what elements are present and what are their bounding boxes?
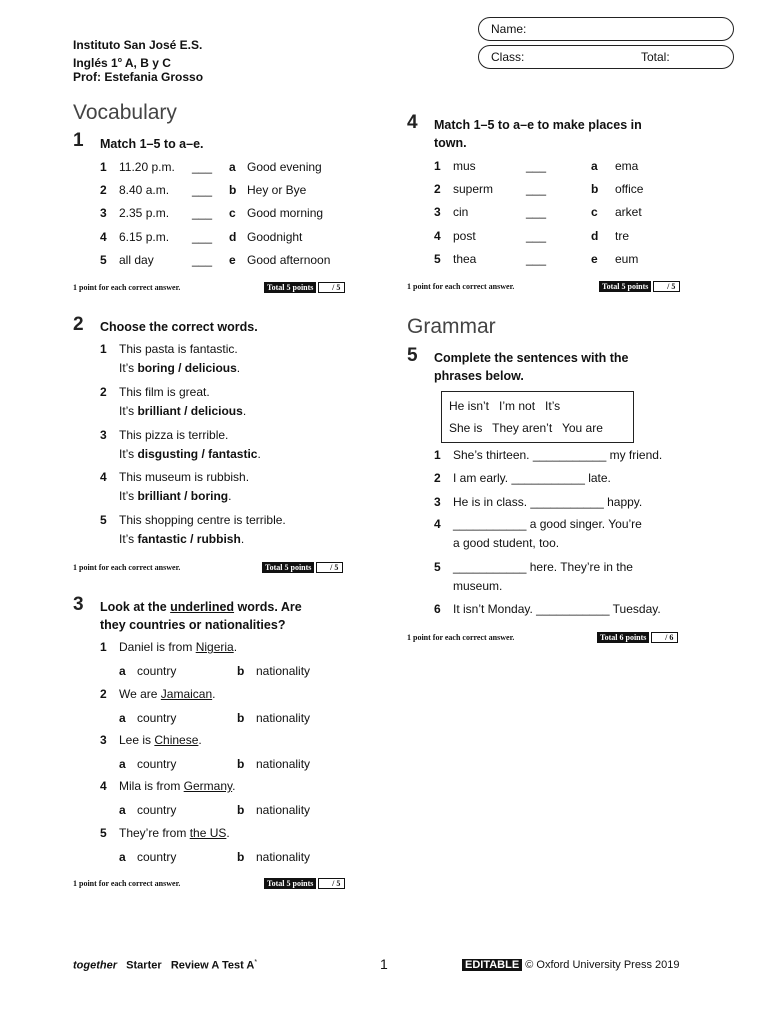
footer-level: Starter bbox=[126, 959, 162, 972]
sentence-prefix: Mila is from bbox=[119, 779, 184, 793]
exercise-5-score-box[interactable]: / 6 bbox=[651, 632, 678, 643]
time-text: all day bbox=[119, 253, 154, 267]
answer-blank[interactable]: ___ bbox=[526, 252, 547, 266]
greeting-text: Good morning bbox=[247, 206, 324, 220]
item-number: 3 bbox=[434, 495, 441, 509]
item-sentence: This shopping centre is terrible. bbox=[119, 513, 286, 527]
answer-blank[interactable]: ___ bbox=[192, 160, 213, 174]
teacher-name: Prof: Estefania Grosso bbox=[73, 70, 204, 84]
class-total-field[interactable] bbox=[478, 45, 734, 69]
option-nationality[interactable]: nationality bbox=[256, 803, 311, 817]
phrase-box-line2: She is They aren’t You are bbox=[449, 421, 603, 435]
sentence-prefix: They’re from bbox=[119, 826, 190, 840]
match-row bbox=[100, 253, 360, 269]
item-number: 2 bbox=[434, 471, 441, 485]
item-number: 1 bbox=[434, 159, 441, 173]
classify-item bbox=[100, 826, 360, 866]
footer-left bbox=[73, 959, 257, 972]
exercise-5-instruction-line1: Complete the sentences with the bbox=[434, 351, 629, 365]
answer-blank[interactable]: ___ bbox=[192, 253, 213, 267]
word-end: eum bbox=[615, 252, 639, 266]
exercise-5-instruction-line2: phrases below. bbox=[434, 369, 524, 383]
item-number: 4 bbox=[434, 517, 441, 531]
item-sentence: This pasta is fantastic. bbox=[119, 342, 238, 356]
total-label: Total: bbox=[641, 50, 670, 64]
classify-item bbox=[100, 779, 360, 819]
answer-blank[interactable]: ___ bbox=[192, 230, 213, 244]
item-number: 5 bbox=[100, 513, 107, 527]
option-a-letter: a bbox=[119, 757, 126, 771]
exercise-4-instruction-line1: Match 1–5 to a–e to make places in bbox=[434, 118, 642, 132]
option-nationality[interactable]: nationality bbox=[256, 711, 311, 725]
vocabulary-title: Vocabulary bbox=[73, 101, 177, 124]
option-letter: c bbox=[229, 206, 236, 220]
word-end: office bbox=[615, 182, 644, 196]
item-number: 5 bbox=[434, 560, 441, 574]
exercise-4-total-label: Total 5 points bbox=[599, 281, 651, 292]
item-number: 6 bbox=[434, 602, 441, 616]
exercise-5-total bbox=[597, 632, 678, 643]
item-number: 4 bbox=[100, 470, 107, 484]
time-text: 6.15 p.m. bbox=[119, 230, 170, 244]
classify-item bbox=[100, 733, 360, 773]
underlined-word: Nigeria bbox=[195, 640, 234, 654]
sentence-line2: museum. bbox=[453, 579, 503, 593]
editable-badge: EDITABLE bbox=[462, 959, 522, 971]
match-row bbox=[434, 182, 694, 198]
option-letter: a bbox=[591, 159, 598, 173]
option-nationality[interactable]: nationality bbox=[256, 850, 311, 864]
exercise-2-score-box[interactable]: / 5 bbox=[316, 562, 343, 573]
course-suffix: A, B y C bbox=[124, 56, 171, 70]
exercise-3-points-note: 1 point for each correct answer. bbox=[73, 879, 181, 888]
exercise-5-number: 5 bbox=[407, 345, 418, 366]
word-choice[interactable]: brilliant / boring bbox=[137, 489, 229, 503]
sentence-line1[interactable]: I am early. ___________ late. bbox=[453, 471, 611, 485]
word-choice[interactable]: boring / delicious bbox=[137, 361, 237, 375]
classify-item bbox=[100, 687, 360, 727]
footer-copyright: © Oxford University Press 2019 bbox=[525, 959, 680, 971]
choice-item bbox=[100, 342, 360, 380]
choice-prefix: It’s bbox=[119, 532, 138, 546]
item-number: 1 bbox=[100, 342, 107, 356]
exercise-3-total-label: Total 5 points bbox=[264, 878, 316, 889]
option-letter: d bbox=[591, 229, 599, 243]
grammar-title: Grammar bbox=[407, 315, 496, 338]
choice-item bbox=[100, 428, 360, 466]
exercise-3-score-box[interactable]: / 5 bbox=[318, 878, 345, 889]
option-b-letter: b bbox=[237, 850, 245, 864]
option-letter: d bbox=[229, 230, 237, 244]
sentence-suffix: . bbox=[226, 826, 230, 840]
exercise-3-total bbox=[264, 878, 345, 889]
option-nationality[interactable]: nationality bbox=[256, 664, 311, 678]
course-prefix: Inglés 1 bbox=[73, 56, 118, 70]
answer-blank[interactable]: ___ bbox=[192, 206, 213, 220]
item-sentence bbox=[119, 687, 216, 701]
answer-blank[interactable]: ___ bbox=[526, 159, 547, 173]
item-number: 3 bbox=[100, 428, 107, 442]
footer-test-mark: * bbox=[254, 959, 258, 966]
item-number: 5 bbox=[100, 253, 107, 267]
school-header bbox=[73, 37, 203, 85]
option-nationality[interactable]: nationality bbox=[256, 757, 311, 771]
match-row bbox=[434, 205, 694, 221]
item-number: 4 bbox=[100, 230, 107, 244]
exercise-3-number: 3 bbox=[73, 594, 84, 615]
choice-item bbox=[100, 385, 360, 423]
option-letter: e bbox=[591, 252, 598, 266]
sentence-item bbox=[434, 560, 714, 598]
item-number: 5 bbox=[100, 826, 107, 840]
item-number: 2 bbox=[434, 182, 441, 196]
answer-blank[interactable]: ___ bbox=[192, 183, 213, 197]
item-choice-line bbox=[119, 404, 246, 418]
sentence-line1[interactable]: ___________ a good singer. You’re bbox=[453, 517, 642, 531]
exercise-5-points-note: 1 point for each correct answer. bbox=[407, 633, 515, 642]
option-b-letter: b bbox=[237, 803, 245, 817]
match-row bbox=[434, 159, 694, 175]
page-number: 1 bbox=[380, 956, 388, 972]
phrase-box bbox=[441, 391, 634, 443]
exercise-1-instruction: Match 1–5 to a–e. bbox=[100, 137, 204, 151]
sentence-prefix: Daniel is from bbox=[119, 640, 196, 654]
exercise-2-number: 2 bbox=[73, 314, 84, 335]
exercise-2-total bbox=[262, 562, 343, 573]
item-choice-line bbox=[119, 361, 240, 375]
match-row bbox=[434, 229, 694, 245]
exercise-3-instruction bbox=[100, 598, 302, 634]
exercise-4-instruction-line2: town. bbox=[434, 136, 467, 150]
sentence-line1[interactable]: It isn’t Monday. ___________ Tuesday. bbox=[453, 602, 661, 616]
word-start: superm bbox=[453, 182, 494, 196]
option-a-letter: a bbox=[119, 803, 126, 817]
sentence-suffix: . bbox=[198, 733, 202, 747]
item-number: 4 bbox=[434, 229, 441, 243]
greeting-text: Hey or Bye bbox=[247, 183, 307, 197]
item-number: 2 bbox=[100, 385, 107, 399]
item-sentence bbox=[119, 640, 237, 654]
sentence-suffix: . bbox=[212, 687, 216, 701]
option-country[interactable]: country bbox=[137, 664, 177, 678]
course-superscript: o bbox=[117, 57, 122, 64]
match-row bbox=[100, 183, 360, 199]
item-number: 3 bbox=[100, 733, 107, 747]
item-choice-line bbox=[119, 447, 261, 461]
match-row bbox=[100, 160, 360, 176]
word-start: mus bbox=[453, 159, 476, 173]
option-country[interactable]: country bbox=[137, 711, 177, 725]
option-b-letter: b bbox=[237, 757, 245, 771]
time-text: 8.40 a.m. bbox=[119, 183, 170, 197]
item-choice-line bbox=[119, 532, 244, 546]
word-choice[interactable]: brilliant / delicious bbox=[137, 404, 243, 418]
greeting-text: Goodnight bbox=[247, 230, 303, 244]
item-number: 3 bbox=[100, 206, 107, 220]
exercise-1-total bbox=[264, 282, 345, 293]
exercise-5-instruction bbox=[434, 349, 628, 385]
option-b-letter: b bbox=[237, 711, 245, 725]
answer-blank[interactable]: ___ bbox=[526, 205, 547, 219]
item-sentence: This museum is rubbish. bbox=[119, 470, 250, 484]
item-number: 1 bbox=[100, 160, 107, 174]
sentence-line1[interactable]: He is in class. ___________ happy. bbox=[453, 495, 643, 509]
exercise-2-instruction: Choose the correct words. bbox=[100, 320, 258, 334]
name-label: Name: bbox=[491, 22, 527, 36]
sentence-suffix: . bbox=[232, 779, 236, 793]
word-choice[interactable]: disgusting / fantastic bbox=[137, 447, 258, 461]
option-letter: a bbox=[229, 160, 236, 174]
greeting-text: Good evening bbox=[247, 160, 322, 174]
option-b-letter: b bbox=[237, 664, 245, 678]
word-start: post bbox=[453, 229, 476, 243]
exercise-4-number: 4 bbox=[407, 112, 418, 133]
option-country[interactable]: country bbox=[137, 757, 177, 771]
item-sentence bbox=[119, 779, 235, 793]
school-name: Instituto San José E.S. bbox=[73, 38, 203, 52]
option-letter: c bbox=[591, 205, 598, 219]
answer-blank[interactable]: ___ bbox=[526, 229, 547, 243]
choice-suffix: . bbox=[242, 404, 247, 418]
word-end: arket bbox=[615, 205, 642, 219]
time-text: 2.35 p.m. bbox=[119, 206, 170, 220]
exercise-1-number: 1 bbox=[73, 130, 84, 151]
option-letter: b bbox=[591, 182, 599, 196]
item-sentence: This pizza is terrible. bbox=[119, 428, 229, 442]
exercise-4-total bbox=[599, 281, 680, 292]
sentence-line1[interactable]: ___________ here. They’re in the bbox=[453, 560, 633, 574]
sentence-line2: a good student, too. bbox=[453, 536, 560, 550]
item-sentence bbox=[119, 826, 230, 840]
exercise-3-instruction-pre: Look at the bbox=[100, 600, 171, 614]
exercise-4-points-note: 1 point for each correct answer. bbox=[407, 282, 515, 291]
underlined-word: Chinese bbox=[154, 733, 199, 747]
exercise-4-instruction bbox=[434, 116, 642, 152]
choice-suffix: . bbox=[257, 447, 261, 461]
sentence-line1[interactable]: She’s thirteen. ___________ my friend. bbox=[453, 448, 663, 462]
exercise-3-instruction-underlined: underlined bbox=[170, 600, 235, 614]
item-number: 3 bbox=[434, 205, 441, 219]
option-a-letter: a bbox=[119, 850, 126, 864]
sentence-prefix: We are bbox=[119, 687, 161, 701]
option-country[interactable]: country bbox=[137, 850, 177, 864]
exercise-1-total-label: Total 5 points bbox=[264, 282, 316, 293]
option-a-letter: a bbox=[119, 664, 126, 678]
exercise-1-points-note: 1 point for each correct answer. bbox=[73, 283, 181, 292]
exercise-5-total-label: Total 6 points bbox=[597, 632, 649, 643]
exercise-4-score-box[interactable]: / 5 bbox=[653, 281, 680, 292]
item-number: 5 bbox=[434, 252, 441, 266]
choice-item bbox=[100, 513, 360, 551]
class-label: Class: bbox=[491, 50, 525, 64]
exercise-3-instruction-post: words. Are bbox=[234, 600, 302, 614]
item-sentence: This film is great. bbox=[119, 385, 210, 399]
option-country[interactable]: country bbox=[137, 803, 177, 817]
choice-prefix: It’s bbox=[119, 404, 138, 418]
greeting-text: Good afternoon bbox=[247, 253, 331, 267]
item-number: 2 bbox=[100, 183, 107, 197]
underlined-word: Germany bbox=[183, 779, 233, 793]
exercise-1-score-box[interactable]: / 5 bbox=[318, 282, 345, 293]
exercise-2-total-label: Total 5 points bbox=[262, 562, 314, 573]
phrase-box-line1: He isn’t I’m not It’s bbox=[449, 399, 561, 413]
footer-brand: together bbox=[73, 959, 117, 972]
choice-prefix: It’s bbox=[119, 447, 138, 461]
underlined-word: Jamaican bbox=[160, 687, 213, 701]
item-number: 1 bbox=[100, 640, 107, 654]
time-text: 11.20 p.m. bbox=[119, 160, 175, 174]
sentence-suffix: . bbox=[233, 640, 238, 654]
choice-suffix: . bbox=[240, 532, 245, 546]
option-a-letter: a bbox=[119, 711, 126, 725]
match-row bbox=[100, 206, 360, 222]
word-end: tre bbox=[615, 229, 630, 243]
choice-prefix: It’s bbox=[119, 489, 138, 503]
choice-item bbox=[100, 470, 360, 508]
option-letter: b bbox=[229, 183, 237, 197]
item-choice-line bbox=[119, 489, 231, 503]
underlined-word: the US bbox=[189, 826, 227, 840]
name-field[interactable] bbox=[478, 17, 734, 41]
item-sentence bbox=[119, 733, 202, 747]
item-number: 2 bbox=[100, 687, 107, 701]
option-letter: e bbox=[229, 253, 236, 267]
choice-suffix: . bbox=[228, 489, 232, 503]
footer-test: Review A Test A bbox=[170, 959, 255, 972]
item-number: 4 bbox=[100, 779, 107, 793]
match-row bbox=[100, 230, 360, 246]
exercise-3-instruction-line2: they countries or nationalities? bbox=[100, 618, 286, 632]
item-number: 1 bbox=[434, 448, 441, 462]
footer-right bbox=[462, 959, 679, 971]
exercise-2-points-note: 1 point for each correct answer. bbox=[73, 563, 181, 572]
answer-blank[interactable]: ___ bbox=[526, 182, 547, 196]
classify-item bbox=[100, 640, 360, 680]
match-row bbox=[434, 252, 694, 268]
sentence-prefix: Lee is bbox=[119, 733, 155, 747]
sentence-item bbox=[434, 517, 714, 555]
choice-prefix: It’s bbox=[119, 361, 138, 375]
word-start: cin bbox=[453, 205, 469, 219]
choice-suffix: . bbox=[236, 361, 241, 375]
course-line bbox=[73, 53, 203, 69]
word-choice[interactable]: fantastic / rubbish bbox=[137, 532, 241, 546]
word-end: ema bbox=[615, 159, 639, 173]
word-start: thea bbox=[453, 252, 477, 266]
